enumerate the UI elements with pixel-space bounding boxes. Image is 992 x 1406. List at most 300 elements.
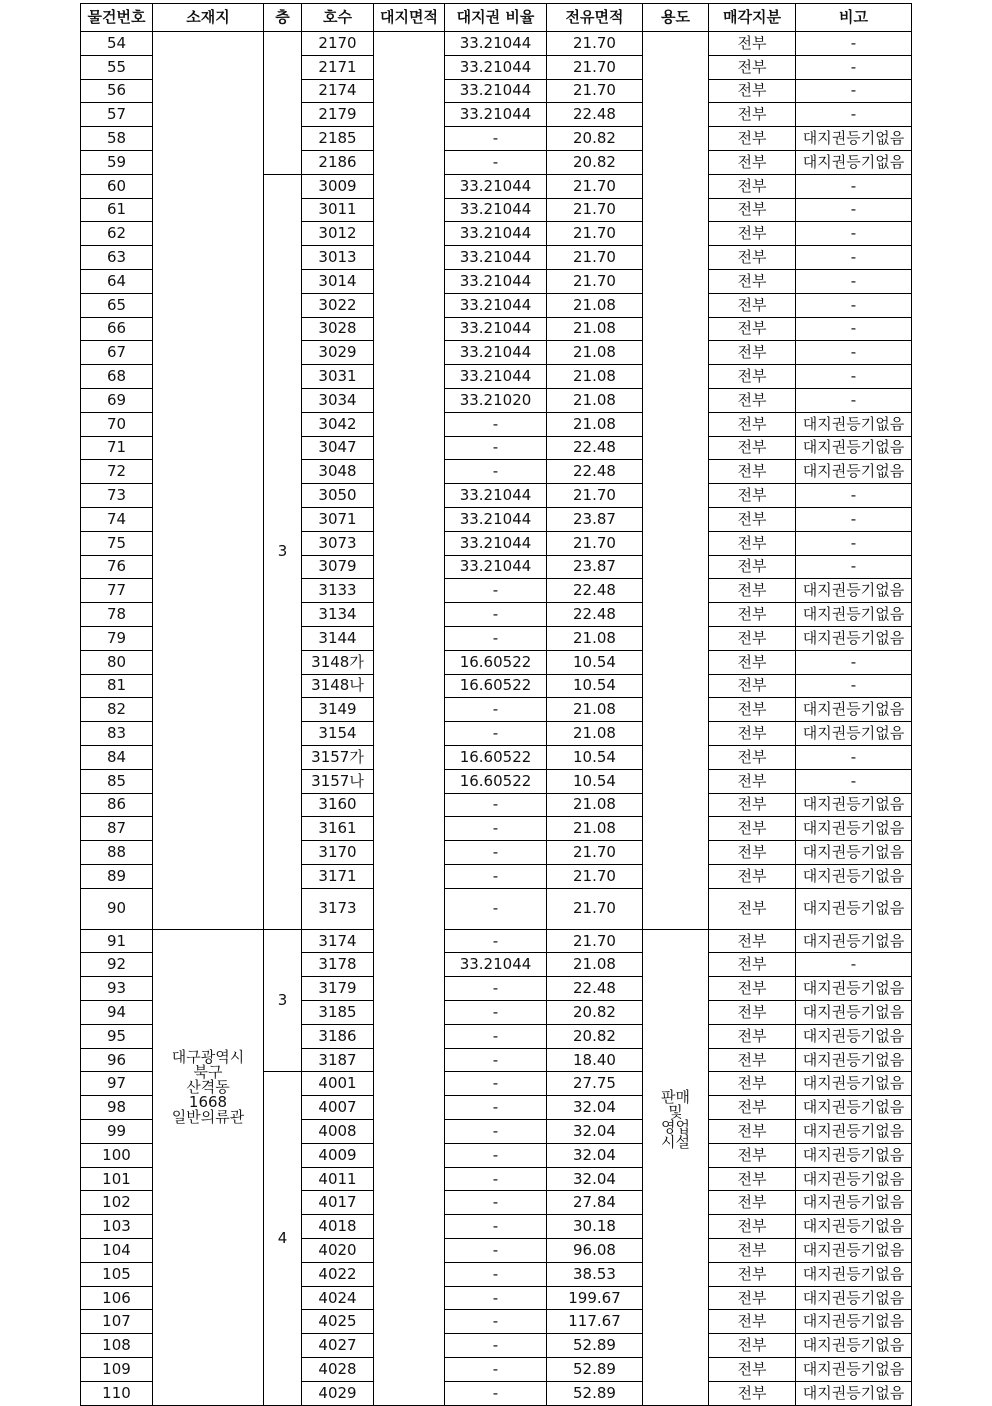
sale-share-cell: 전부 [709,1215,796,1239]
land-ratio-cell: - [445,603,547,627]
land-ratio-cell: - [445,1286,547,1310]
remarks-cell: 대지권등기없음 [796,1143,912,1167]
floor-cell: 4 [264,1072,302,1405]
exclusive-area-cell: 21.70 [547,269,643,293]
sale-share-cell: 전부 [709,929,796,953]
remarks-cell: 대지권등기없음 [796,864,912,888]
item-number-cell: 66 [81,317,153,341]
remarks-cell: - [796,103,912,127]
exclusive-area-cell: 21.70 [547,864,643,888]
land-ratio-cell: 33.21044 [445,198,547,222]
item-number-cell: 97 [81,1072,153,1096]
sale-share-cell: 전부 [709,460,796,484]
item-number-cell: 70 [81,412,153,436]
remarks-cell: 대지권등기없음 [796,1191,912,1215]
header-floor: 층 [264,4,302,32]
remarks-cell: 대지권등기없음 [796,150,912,174]
unit-cell: 4001 [302,1072,374,1096]
remarks-cell: 대지권등기없음 [796,1024,912,1048]
unit-cell: 4011 [302,1167,374,1191]
remarks-cell: 대지권등기없음 [796,1096,912,1120]
exclusive-area-cell: 10.54 [547,745,643,769]
unit-cell: 2170 [302,32,374,56]
remarks-cell: - [796,365,912,389]
unit-cell: 3012 [302,222,374,246]
unit-cell: 3173 [302,888,374,929]
item-number-cell: 72 [81,460,153,484]
exclusive-area-cell: 52.89 [547,1381,643,1405]
remarks-cell: 대지권등기없음 [796,626,912,650]
usage-line: 및 [668,1102,683,1121]
remarks-cell: - [796,769,912,793]
sale-share-cell: 전부 [709,103,796,127]
land-ratio-cell: - [445,1191,547,1215]
sale-share-cell: 전부 [709,1286,796,1310]
unit-cell: 3133 [302,579,374,603]
unit-cell: 3031 [302,365,374,389]
unit-cell: 3022 [302,293,374,317]
unit-cell: 3160 [302,793,374,817]
exclusive-area-cell: 32.04 [547,1143,643,1167]
sale-share-cell: 전부 [709,32,796,56]
sale-share-cell: 전부 [709,555,796,579]
exclusive-area-cell: 22.48 [547,603,643,627]
exclusive-area-cell: 32.04 [547,1120,643,1144]
remarks-cell: - [796,484,912,508]
exclusive-area-cell: 21.08 [547,365,643,389]
sale-share-cell: 전부 [709,174,796,198]
remarks-cell: 대지권등기없음 [796,722,912,746]
item-number-cell: 87 [81,817,153,841]
item-number-cell: 80 [81,650,153,674]
land-ratio-cell: - [445,841,547,865]
exclusive-area-cell: 32.04 [547,1167,643,1191]
land-ratio-cell: 33.21044 [445,555,547,579]
unit-cell: 3014 [302,269,374,293]
sale-share-cell: 전부 [709,698,796,722]
exclusive-area-cell: 117.67 [547,1310,643,1334]
item-number-cell: 101 [81,1167,153,1191]
sale-share-cell: 전부 [709,293,796,317]
land-ratio-cell: - [445,698,547,722]
sale-share-cell: 전부 [709,1143,796,1167]
land-ratio-cell: 33.21044 [445,55,547,79]
exclusive-area-cell: 27.75 [547,1072,643,1096]
sale-share-cell: 전부 [709,841,796,865]
item-number-cell: 76 [81,555,153,579]
item-number-cell: 81 [81,674,153,698]
remarks-cell: 대지권등기없음 [796,888,912,929]
exclusive-area-cell: 22.48 [547,103,643,127]
sale-share-cell: 전부 [709,1239,796,1263]
remarks-cell: 대지권등기없음 [796,817,912,841]
land-ratio-cell: 33.21044 [445,341,547,365]
unit-cell: 3179 [302,977,374,1001]
sale-share-cell: 전부 [709,793,796,817]
item-number-cell: 83 [81,722,153,746]
exclusive-area-cell: 18.40 [547,1048,643,1072]
remarks-cell: 대지권등기없음 [796,793,912,817]
unit-cell: 3186 [302,1024,374,1048]
unit-cell: 4029 [302,1381,374,1405]
exclusive-area-cell: 38.53 [547,1262,643,1286]
land-ratio-cell: - [445,150,547,174]
sale-share-cell: 전부 [709,674,796,698]
exclusive-area-cell: 21.70 [547,174,643,198]
remarks-cell: 대지권등기없음 [796,1048,912,1072]
item-number-cell: 55 [81,55,153,79]
exclusive-area-cell: 30.18 [547,1215,643,1239]
usage-cell [643,929,709,1405]
item-number-cell: 104 [81,1239,153,1263]
land-ratio-cell: 33.21044 [445,32,547,56]
land-ratio-cell: 33.21044 [445,953,547,977]
remarks-cell: - [796,341,912,365]
remarks-cell: 대지권등기없음 [796,1120,912,1144]
remarks-cell: 대지권등기없음 [796,127,912,151]
item-number-cell: 99 [81,1120,153,1144]
remarks-cell: - [796,55,912,79]
land-ratio-cell: - [445,1096,547,1120]
remarks-cell: 대지권등기없음 [796,841,912,865]
sale-share-cell: 전부 [709,745,796,769]
exclusive-area-cell: 21.08 [547,412,643,436]
land-ratio-cell: - [445,460,547,484]
location-line: 산격동 [186,1077,230,1096]
remarks-cell: 대지권등기없음 [796,603,912,627]
land-ratio-cell: 33.21044 [445,174,547,198]
sale-share-cell: 전부 [709,531,796,555]
exclusive-area-cell: 23.87 [547,507,643,531]
header-unit: 호수 [302,4,374,32]
land-ratio-cell: - [445,1167,547,1191]
item-number-cell: 93 [81,977,153,1001]
unit-cell: 3009 [302,174,374,198]
remarks-cell: 대지권등기없음 [796,1215,912,1239]
sale-share-cell: 전부 [709,127,796,151]
sale-share-cell: 전부 [709,579,796,603]
remarks-cell: - [796,555,912,579]
sale-share-cell: 전부 [709,603,796,627]
remarks-cell: - [796,650,912,674]
unit-cell: 4009 [302,1143,374,1167]
exclusive-area-cell: 21.08 [547,722,643,746]
item-number-cell: 69 [81,388,153,412]
exclusive-area-cell: 20.82 [547,1024,643,1048]
unit-cell: 3178 [302,953,374,977]
land-ratio-cell: - [445,977,547,1001]
unit-cell: 3148나 [302,674,374,698]
exclusive-area-cell: 10.54 [547,769,643,793]
unit-cell: 3144 [302,626,374,650]
item-number-cell: 56 [81,79,153,103]
remarks-cell: - [796,246,912,270]
item-number-cell: 102 [81,1191,153,1215]
exclusive-area-cell: 20.82 [547,150,643,174]
remarks-cell: - [796,317,912,341]
remarks-cell: 대지권등기없음 [796,1262,912,1286]
unit-cell: 4027 [302,1334,374,1358]
sale-share-cell: 전부 [709,1120,796,1144]
item-number-cell: 82 [81,698,153,722]
item-number-cell: 59 [81,150,153,174]
land-ratio-cell: 33.21044 [445,246,547,270]
unit-cell: 3029 [302,341,374,365]
remarks-cell: - [796,388,912,412]
land-ratio-cell: - [445,722,547,746]
item-number-cell: 98 [81,1096,153,1120]
item-number-cell: 67 [81,341,153,365]
unit-cell: 3161 [302,817,374,841]
header-remarks: 비고 [796,4,912,32]
unit-cell: 3013 [302,246,374,270]
unit-cell: 4025 [302,1310,374,1334]
sale-share-cell: 전부 [709,317,796,341]
header-land-area: 대지면적 [374,4,445,32]
remarks-cell: 대지권등기없음 [796,460,912,484]
unit-cell: 3048 [302,460,374,484]
item-number-cell: 68 [81,365,153,389]
remarks-cell: - [796,32,912,56]
land-ratio-cell: - [445,1215,547,1239]
unit-cell: 3073 [302,531,374,555]
exclusive-area-cell: 96.08 [547,1239,643,1263]
land-ratio-cell: - [445,579,547,603]
land-ratio-cell: - [445,412,547,436]
exclusive-area-cell: 52.89 [547,1358,643,1382]
land-ratio-cell: 33.21044 [445,79,547,103]
header-land-ratio: 대지권 비율 [445,4,547,32]
item-number-cell: 61 [81,198,153,222]
item-number-cell: 65 [81,293,153,317]
land-ratio-cell: - [445,864,547,888]
location-cell-empty [153,32,264,930]
item-number-cell: 78 [81,603,153,627]
unit-cell: 3148가 [302,650,374,674]
item-number-cell: 75 [81,531,153,555]
exclusive-area-cell: 52.89 [547,1334,643,1358]
unit-cell: 3050 [302,484,374,508]
exclusive-area-cell: 21.70 [547,484,643,508]
sale-share-cell: 전부 [709,817,796,841]
exclusive-area-cell: 21.70 [547,888,643,929]
exclusive-area-cell: 21.08 [547,341,643,365]
sale-share-cell: 전부 [709,1310,796,1334]
sale-share-cell: 전부 [709,1167,796,1191]
unit-cell: 3034 [302,388,374,412]
land-ratio-cell: 33.21044 [445,293,547,317]
remarks-cell: - [796,293,912,317]
exclusive-area-cell: 21.70 [547,531,643,555]
sale-share-cell: 전부 [709,198,796,222]
remarks-cell: 대지권등기없음 [796,977,912,1001]
item-number-cell: 109 [81,1358,153,1382]
land-ratio-cell: 33.21044 [445,365,547,389]
land-ratio-cell: - [445,626,547,650]
item-number-cell: 58 [81,127,153,151]
land-ratio-cell: 33.21044 [445,484,547,508]
remarks-cell: 대지권등기없음 [796,1334,912,1358]
header-sale-share: 매각지분 [709,4,796,32]
land-ratio-cell: 16.60522 [445,745,547,769]
remarks-cell: - [796,531,912,555]
sale-share-cell: 전부 [709,388,796,412]
item-number-cell: 105 [81,1262,153,1286]
item-number-cell: 64 [81,269,153,293]
sale-share-cell: 전부 [709,888,796,929]
exclusive-area-cell: 20.82 [547,1001,643,1025]
sale-share-cell: 전부 [709,1358,796,1382]
sale-share-cell: 전부 [709,722,796,746]
unit-cell: 3157가 [302,745,374,769]
land-area-cell [374,32,445,1406]
table-row [81,929,912,953]
sale-share-cell: 전부 [709,412,796,436]
exclusive-area-cell: 21.70 [547,198,643,222]
unit-cell: 4028 [302,1358,374,1382]
exclusive-area-cell: 21.08 [547,793,643,817]
sale-share-cell: 전부 [709,436,796,460]
sale-share-cell: 전부 [709,1048,796,1072]
table-row [81,32,912,56]
sale-share-cell: 전부 [709,507,796,531]
item-number-cell: 103 [81,1215,153,1239]
item-number-cell: 90 [81,888,153,929]
header-usage: 용도 [643,4,709,32]
unit-cell: 3187 [302,1048,374,1072]
property-table [80,3,912,1406]
sale-share-cell: 전부 [709,150,796,174]
location-cell [153,929,264,1405]
item-number-cell: 106 [81,1286,153,1310]
unit-cell: 3011 [302,198,374,222]
exclusive-area-cell: 21.70 [547,55,643,79]
header-location: 소재지 [153,4,264,32]
remarks-cell: 대지권등기없음 [796,1239,912,1263]
exclusive-area-cell: 21.08 [547,626,643,650]
exclusive-area-cell: 22.48 [547,977,643,1001]
land-ratio-cell: - [445,436,547,460]
exclusive-area-cell: 32.04 [547,1096,643,1120]
remarks-cell: - [796,174,912,198]
exclusive-area-cell: 22.48 [547,460,643,484]
unit-cell: 3171 [302,864,374,888]
sale-share-cell: 전부 [709,769,796,793]
item-number-cell: 79 [81,626,153,650]
sale-share-cell: 전부 [709,484,796,508]
exclusive-area-cell: 21.08 [547,953,643,977]
floor-cell [264,32,302,175]
unit-cell: 3047 [302,436,374,460]
exclusive-area-cell: 22.48 [547,436,643,460]
sale-share-cell: 전부 [709,1072,796,1096]
land-ratio-cell: - [445,1120,547,1144]
sale-share-cell: 전부 [709,1262,796,1286]
exclusive-area-cell: 21.08 [547,388,643,412]
remarks-cell: 대지권등기없음 [796,436,912,460]
remarks-cell: 대지권등기없음 [796,579,912,603]
remarks-cell: - [796,269,912,293]
header-item-no: 물건번호 [81,4,153,32]
sale-share-cell: 전부 [709,1191,796,1215]
remarks-cell: - [796,79,912,103]
unit-cell: 4022 [302,1262,374,1286]
land-ratio-cell: - [445,1310,547,1334]
usage-cell-empty [643,32,709,930]
remarks-cell: - [796,674,912,698]
item-number-cell: 96 [81,1048,153,1072]
exclusive-area-cell: 20.82 [547,127,643,151]
sale-share-cell: 전부 [709,1024,796,1048]
item-number-cell: 74 [81,507,153,531]
exclusive-area-cell: 21.70 [547,841,643,865]
land-ratio-cell: - [445,1072,547,1096]
exclusive-area-cell: 21.08 [547,817,643,841]
land-ratio-cell: 16.60522 [445,674,547,698]
remarks-cell: - [796,222,912,246]
unit-cell: 4018 [302,1215,374,1239]
exclusive-area-cell: 27.84 [547,1191,643,1215]
sale-share-cell: 전부 [709,269,796,293]
item-number-cell: 94 [81,1001,153,1025]
unit-cell: 3185 [302,1001,374,1025]
exclusive-area-cell: 21.70 [547,929,643,953]
header-row [81,4,912,32]
exclusive-area-cell: 21.70 [547,32,643,56]
land-ratio-cell: - [445,1334,547,1358]
exclusive-area-cell: 22.48 [547,579,643,603]
sale-share-cell: 전부 [709,650,796,674]
unit-cell: 3028 [302,317,374,341]
unit-cell: 2186 [302,150,374,174]
land-ratio-cell: 33.21020 [445,388,547,412]
sale-share-cell: 전부 [709,626,796,650]
land-ratio-cell: - [445,127,547,151]
exclusive-area-cell: 199.67 [547,1286,643,1310]
unit-cell: 3174 [302,929,374,953]
remarks-cell: - [796,198,912,222]
item-number-cell: 108 [81,1334,153,1358]
land-ratio-cell: 33.21044 [445,103,547,127]
location-line: 북구 [193,1062,223,1081]
exclusive-area-cell: 21.08 [547,317,643,341]
exclusive-area-cell: 21.70 [547,79,643,103]
land-ratio-cell: 33.21044 [445,531,547,555]
location-line: 대구광역시 [171,1047,245,1066]
land-ratio-cell: - [445,888,547,929]
sale-share-cell: 전부 [709,1096,796,1120]
sale-share-cell: 전부 [709,1381,796,1405]
remarks-cell: - [796,953,912,977]
exclusive-area-cell: 10.54 [547,674,643,698]
unit-cell: 3154 [302,722,374,746]
location-line: 1668 [188,1092,228,1111]
unit-cell: 3079 [302,555,374,579]
item-number-cell: 110 [81,1381,153,1405]
unit-cell: 2171 [302,55,374,79]
land-ratio-cell: - [445,1048,547,1072]
item-number-cell: 86 [81,793,153,817]
item-number-cell: 107 [81,1310,153,1334]
land-ratio-cell: - [445,1381,547,1405]
remarks-cell: 대지권등기없음 [796,1358,912,1382]
sale-share-cell: 전부 [709,55,796,79]
remarks-cell: - [796,745,912,769]
item-number-cell: 77 [81,579,153,603]
unit-cell: 4024 [302,1286,374,1310]
remarks-cell: 대지권등기없음 [796,412,912,436]
unit-cell: 4007 [302,1096,374,1120]
